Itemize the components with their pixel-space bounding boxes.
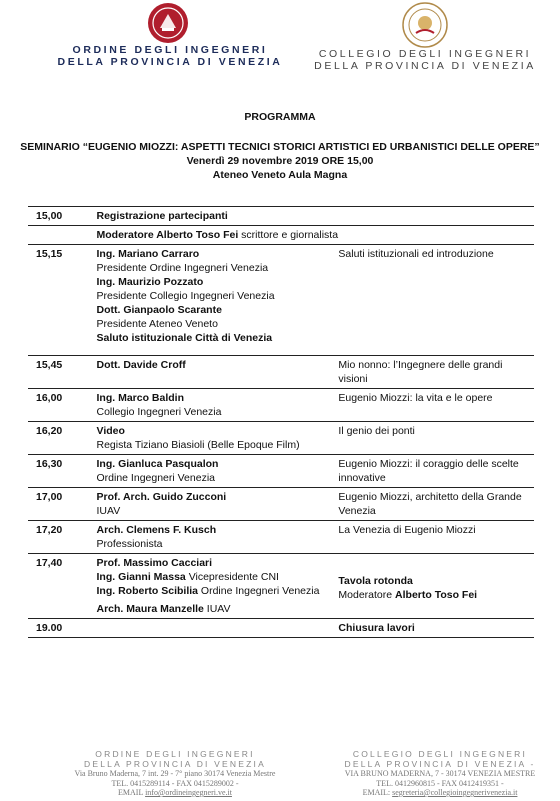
schedule-row [28, 521, 534, 554]
schedule-topic [334, 207, 534, 226]
plain-text: Collegio Ingegneri Venezia [96, 406, 222, 418]
schedule-table [28, 206, 534, 638]
collegio-ingegneri-seal-icon [402, 2, 448, 48]
plain-text: Presidente Collegio Ingegneri Venezia [96, 290, 275, 302]
schedule-line [338, 424, 530, 438]
schedule-speakers [93, 619, 335, 638]
plain-text: Eugenio Miozzi, architetto della Grande Venezia [338, 491, 522, 517]
ordine-name-line1: ORDINE DEGLI INGEGNERI [72, 44, 268, 56]
bold-text: Ing. Roberto Scibilia [96, 585, 199, 597]
bold-text: Ing. Gianluca Pasqualon [96, 458, 219, 470]
schedule-line [97, 537, 331, 551]
bold-text: Arch. Clemens F. Kusch [96, 524, 217, 536]
ordine-footer-address: Via Bruno Maderna, 7 int. 29 - 7° piano 30174 Venezia Mestre [74, 769, 276, 778]
collegio-header-title [300, 48, 550, 72]
schedule-line [97, 471, 331, 485]
schedule-time [28, 226, 93, 245]
collegio-email-link[interactable]: segreteria@collegioingegnerivenezia.it [392, 788, 518, 797]
schedule-line [97, 523, 331, 537]
schedule-topic [334, 619, 534, 638]
schedule-time: 16,30 [36, 458, 63, 470]
bold-text: Dott. Davide Croff [96, 359, 186, 371]
collegio-footer-title2: DELLA PROVINCIA DI VENEZIA - [344, 758, 536, 769]
bold-text: Chiusura lavori [338, 622, 415, 634]
schedule-line [97, 209, 331, 223]
collegio-name-line1: COLLEGIO DEGLI INGEGNERI [318, 48, 532, 60]
plain-text: scrittore e giornalista [238, 229, 339, 241]
plain-text: Professionista [96, 538, 163, 550]
ordine-header-title [40, 44, 300, 68]
bold-text: Ing. Maurizio Pozzato [96, 276, 204, 288]
schedule-time: 17,00 [36, 491, 63, 503]
ordine-footer-email-line [60, 788, 290, 798]
schedule-line [338, 523, 530, 537]
schedule-time: 16,20 [36, 425, 63, 437]
schedule-line [97, 275, 331, 289]
schedule-line [97, 504, 331, 518]
schedule-line [338, 588, 530, 602]
schedule-line [97, 405, 331, 419]
schedule-row [28, 488, 534, 521]
bold-text: Prof. Arch. Guido Zucconi [96, 491, 227, 503]
bold-text: Prof. Massimo Cacciari [96, 557, 213, 569]
schedule-line [97, 261, 331, 275]
collegio-footer-title1: COLLEGIO DEGLI INGEGNERI [352, 749, 528, 759]
schedule-row [28, 207, 534, 226]
schedule-topic [334, 356, 534, 389]
schedule-line [97, 391, 331, 405]
schedule-line [97, 584, 331, 598]
bold-text: Video [96, 425, 125, 437]
schedule-speakers [93, 245, 335, 356]
schedule-topic [334, 422, 534, 455]
plain-text: Regista Tiziano Biasioli (Belle Epoque Film) [96, 439, 300, 451]
schedule-speakers [93, 226, 535, 245]
plain-text: Eugenio Miozzi: la vita e le opere [338, 392, 493, 404]
title-block [0, 110, 560, 182]
schedule-line [97, 247, 331, 261]
schedule-line [97, 317, 331, 331]
ordine-name-line2: DELLA PROVINCIA DI VENEZIA [57, 56, 283, 68]
seminar-title: SEMINARIO “EUGENIO MIOZZI: ASPETTI TECNICI STORICI ARTISTICI ED URBANISTICI DELLE OPERE” [20, 141, 540, 153]
ordine-footer-title2: DELLA PROVINCIA DI VENEZIA [84, 758, 266, 769]
bold-text: Registrazione partecipanti [96, 210, 228, 222]
collegio-name-line2: DELLA PROVINCIA DI VENEZIA [314, 60, 536, 72]
schedule-line [97, 438, 331, 452]
ordine-footer-phone: TEL. 0415289114 - FAX 0415289002 - [111, 778, 239, 788]
schedule-row [28, 554, 534, 619]
schedule-line [97, 358, 331, 372]
bold-text: Saluto istituzionale Città di Venezia [96, 332, 273, 344]
schedule-speakers [93, 455, 335, 488]
plain-text: Saluti istituzionali ed introduzione [338, 248, 494, 260]
schedule-topic [334, 554, 534, 619]
plain-text: Ordine Ingegneri Venezia [96, 472, 215, 484]
collegio-footer-email-line [330, 788, 550, 798]
schedule-line [338, 247, 530, 261]
plain-text: Il genio dei ponti [338, 425, 415, 437]
schedule-line [97, 289, 331, 303]
schedule-line [338, 490, 530, 518]
plain-text: Presidente Ateneo Veneto [96, 318, 218, 330]
bold-text: Arch. Maura Manzelle [96, 603, 204, 615]
seminar-date: Venerdì 29 novembre 2019 ORE 15,00 [186, 155, 374, 167]
bold-text: Dott. Gianpaolo Scarante [96, 304, 222, 316]
schedule-line [338, 391, 530, 405]
schedule-speakers [93, 488, 335, 521]
ordine-footer-title1: ORDINE DEGLI INGEGNERI [95, 749, 255, 759]
collegio-footer-phone: TEL. 0412960815 - FAX 0412419351 - [376, 778, 504, 788]
plain-text: Presidente Ordine Ingegneri Venezia [96, 262, 269, 274]
programma-heading: PROGRAMMA [244, 111, 316, 123]
schedule-line [97, 490, 331, 504]
schedule-time: 17,40 [36, 557, 63, 569]
bold-text: Alberto Toso Fei [395, 589, 478, 601]
schedule-topic [334, 521, 534, 554]
schedule-time: 19.00 [36, 622, 63, 634]
plain-text: Ordine Ingegneri Venezia [198, 585, 320, 597]
schedule-time: 15,00 [36, 210, 63, 222]
seminar-venue: Ateneo Veneto Aula Magna [212, 169, 348, 181]
plain-text: La Venezia di Eugenio Miozzi [338, 524, 476, 536]
schedule-line [97, 303, 331, 317]
schedule-row [28, 619, 534, 638]
plain-text: Moderatore [338, 589, 396, 601]
schedule-time: 15,45 [36, 359, 63, 371]
schedule-speakers [93, 207, 335, 226]
schedule-line [338, 457, 530, 485]
schedule-topic [334, 455, 534, 488]
ordine-ingegneri-seal-icon [147, 2, 189, 44]
ordine-email-label: EMAIL [118, 788, 146, 797]
plain-text: Eugenio Miozzi: il coraggio delle scelte innovative [338, 458, 519, 484]
bold-text: Ing. Mariano Carraro [96, 248, 200, 260]
collegio-footer [330, 750, 550, 798]
schedule-speakers [93, 554, 335, 619]
schedule-topic [334, 245, 534, 356]
schedule-topic [334, 389, 534, 422]
schedule-line [97, 556, 331, 570]
schedule-row [28, 422, 534, 455]
collegio-footer-address: VIA BRUNO MADERNA, 7 - 30174 VENEZIA MESTRE [344, 769, 536, 778]
schedule-time: 16,00 [36, 392, 63, 404]
schedule-speakers [93, 389, 335, 422]
schedule-line [97, 457, 331, 471]
plain-text: IUAV [203, 603, 231, 615]
bold-text: Tavola rotonda [338, 575, 413, 587]
plain-text: IUAV [96, 505, 121, 517]
collegio-email-label: EMAIL: [362, 788, 393, 797]
schedule-time: 17,20 [36, 524, 63, 536]
schedule-line [97, 424, 331, 438]
schedule-speakers [93, 521, 335, 554]
plain-text: Mio nonno: l’Ingegnere delle grandi visioni [338, 359, 503, 385]
schedule-row [28, 245, 534, 356]
schedule-line [97, 331, 331, 345]
schedule-time: 15,15 [36, 248, 63, 260]
schedule-line [338, 574, 530, 588]
bold-text: Ing. Marco Baldin [96, 392, 185, 404]
schedule-row [28, 356, 534, 389]
schedule-line [97, 602, 331, 616]
bold-text: Moderatore Alberto Toso Fei [96, 229, 239, 241]
schedule-topic [334, 488, 534, 521]
schedule-row [28, 226, 534, 245]
plain-text: Vicepresidente CNI [185, 571, 279, 583]
schedule-speakers [93, 356, 335, 389]
schedule-row [28, 455, 534, 488]
schedule-line [338, 358, 530, 386]
bold-text: Ing. Gianni Massa [96, 571, 186, 583]
ordine-email-link[interactable]: info@ordineingegneri.ve.it [145, 788, 232, 797]
schedule-line [97, 570, 331, 584]
schedule-line [97, 228, 531, 242]
schedule-line [338, 621, 530, 635]
schedule-row [28, 389, 534, 422]
schedule-speakers [93, 422, 335, 455]
ordine-footer [60, 750, 290, 798]
